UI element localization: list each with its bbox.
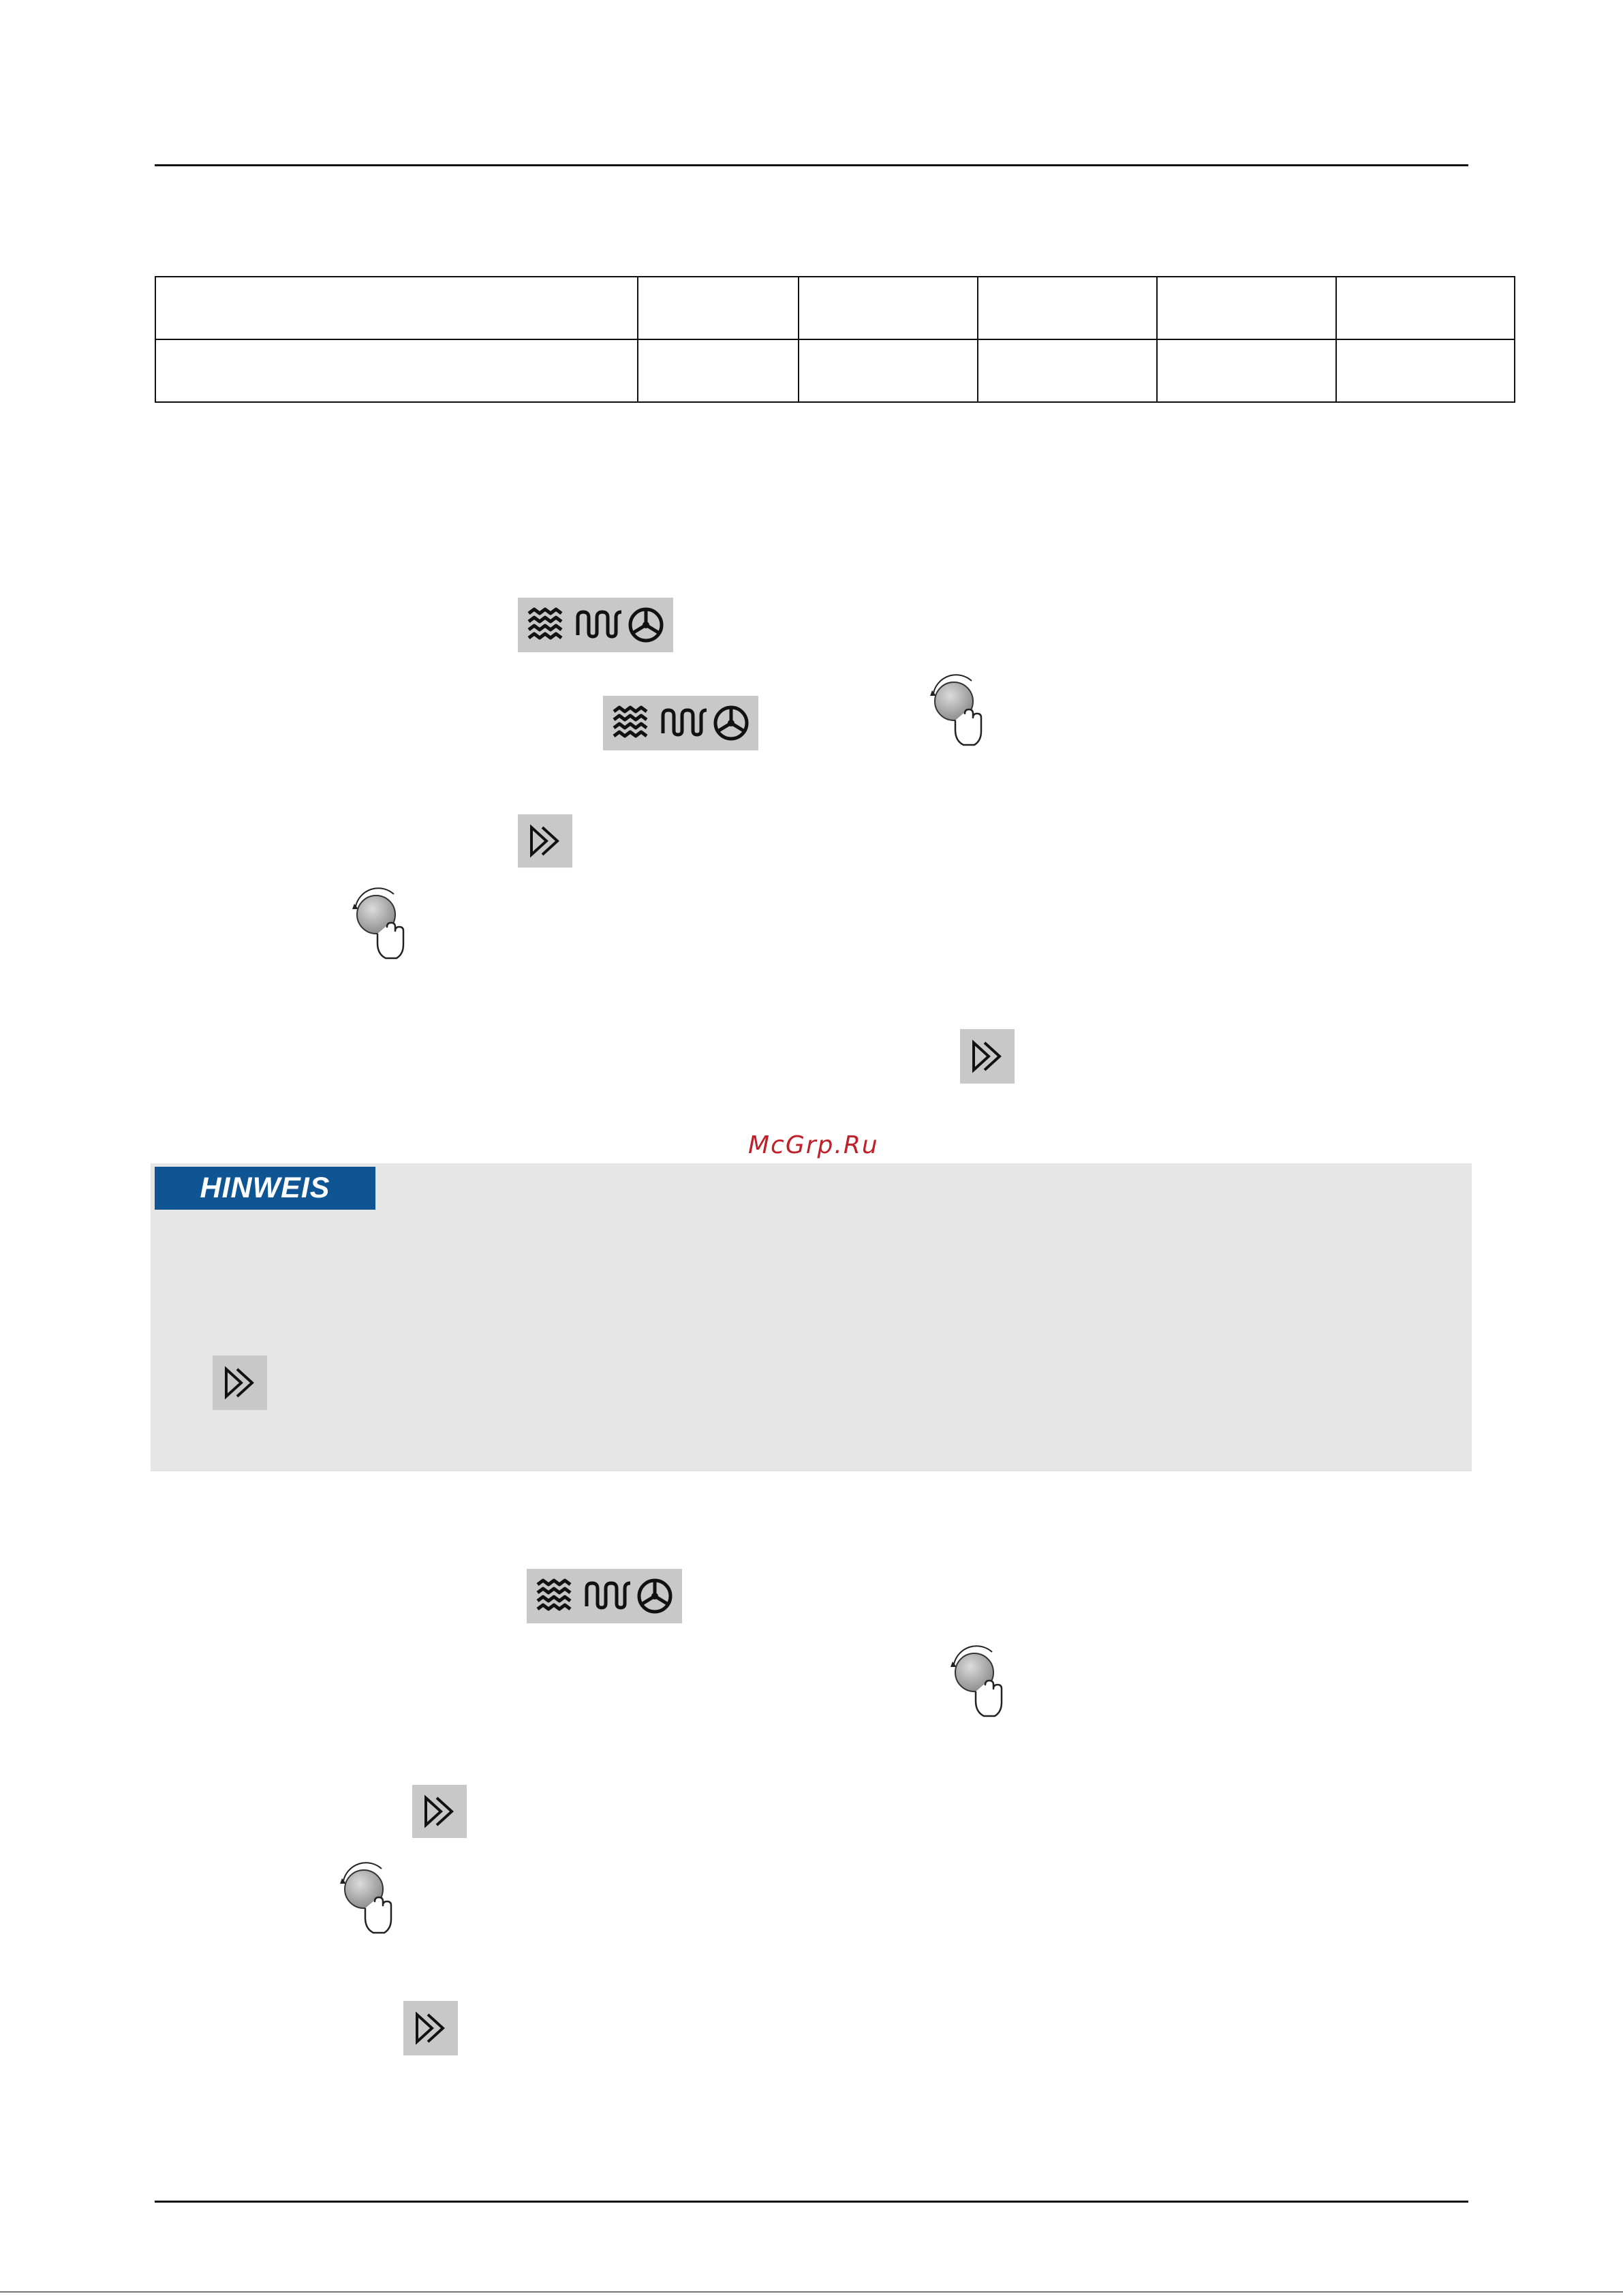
table-cell xyxy=(1336,277,1515,339)
table-row xyxy=(155,277,1515,339)
mode-symbols-icon xyxy=(518,598,673,652)
skip-forward-icon xyxy=(412,1785,467,1838)
bottom-edge-rule xyxy=(0,2291,1623,2293)
table-cell xyxy=(155,277,638,339)
header-rule xyxy=(155,164,1468,166)
table-cell xyxy=(1157,339,1336,402)
table-cell xyxy=(799,277,978,339)
mode-symbols-icon xyxy=(603,696,758,750)
skip-forward-icon xyxy=(518,814,572,868)
table-cell xyxy=(1157,277,1336,339)
skip-forward-icon xyxy=(403,2001,458,2055)
note-label: HINWEIS xyxy=(155,1167,375,1210)
rotary-knob-icon xyxy=(924,673,989,749)
watermark-text: McGrp.Ru xyxy=(748,1131,879,1159)
rotary-knob-icon xyxy=(944,1644,1010,1720)
table-cell xyxy=(978,339,1157,402)
table-cell xyxy=(155,339,638,402)
rotary-knob-icon xyxy=(346,886,412,962)
skip-forward-icon xyxy=(960,1029,1015,1084)
table-cell xyxy=(638,277,799,339)
table-cell xyxy=(978,277,1157,339)
table-cell xyxy=(1336,339,1515,402)
table-cell xyxy=(799,339,978,402)
footer-rule xyxy=(155,2201,1468,2203)
mode-symbols-icon xyxy=(527,1569,682,1623)
spec-table xyxy=(155,276,1515,403)
rotary-knob-icon xyxy=(334,1861,399,1937)
table-cell xyxy=(638,339,799,402)
skip-forward-icon xyxy=(213,1356,267,1410)
table-row xyxy=(155,339,1515,402)
